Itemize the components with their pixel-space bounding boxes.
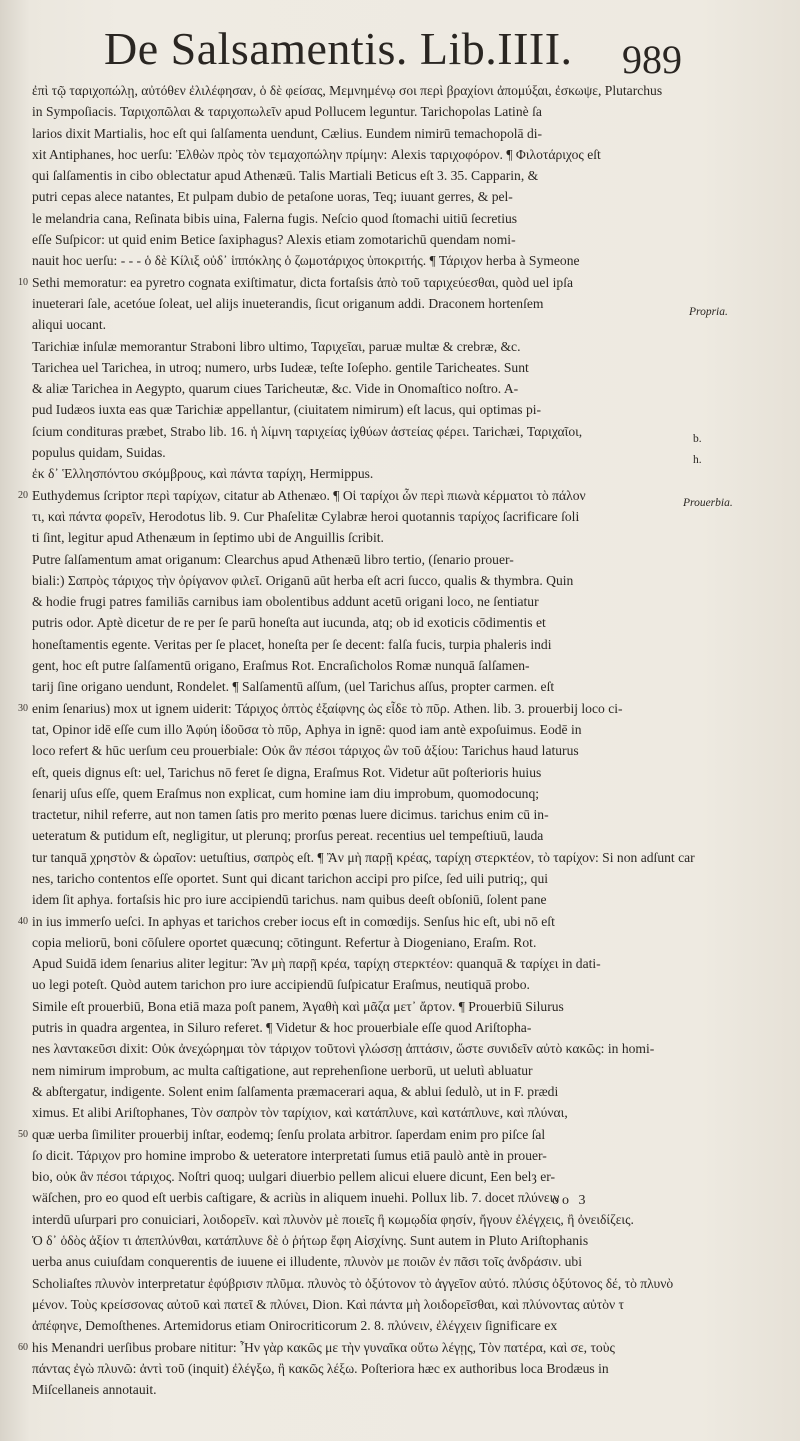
text-line (32, 357, 682, 378)
line-text: Apud Suidā idem ſenarius aliter legitur: Ἂν μὴ παρῇ κρέα, ταρίχη στερκτέον: quanquā & ταρίχει in dati- (32, 956, 601, 972)
line-text: qui ſalſamentis in cibo oblectatur apud Athenæū. Talis Martiali Beticus eſt 3. 35. Capparin, & (32, 168, 539, 184)
line-text: nes λαντακεῦσι dixit: Οὐκ ἀνεχώρημαι τὸν τάριχον τοῦτονὶ γλώσσῃ ἀπτάσιν, ὥστε συνιδεῖν αὐτὸ κακῶς: in homi- (32, 1041, 655, 1057)
text-line (32, 1209, 682, 1230)
line-text: Tarichiæ inſulæ memorantur Straboni libro ultimo, Ταριχεῖαι, paruæ multæ & crebræ, &c. (32, 338, 521, 354)
line-text: ἀπέφηνε, Demoſthenes. Artemidorus etiam Onirocriticorum 2. 8. πλύνειν, ἐλέγχειν ſignificare ex (32, 1318, 558, 1334)
line-text: idem ſit aphya. fortaſsis hic pro iure accipiendū tarichus. nam quibus deeſt obſoniū, ſolent pane (32, 892, 547, 908)
text-line (32, 932, 682, 953)
line-text: in Sympoſiacis. Ταριχοπῶλαι & ταριχοπωλεῖν apud Pollucem leguntur. Tarichopolas Latinè ſa (32, 104, 542, 120)
margin-note-b: b. (693, 433, 702, 445)
line-text: uo legi poteſt. Quòd autem tarichon pro iure accipiendū ſuſpicatur Eraſmus, neutiquā probo. (32, 977, 530, 993)
text-line (32, 1102, 682, 1123)
text-line (32, 208, 682, 229)
line-text: nem nimirum improbum, ac multa caſtigatione, aut reprehenſione uerborū, ut uelutì abluatur (32, 1062, 533, 1078)
text-line (32, 1060, 682, 1081)
page-number: 989 (622, 37, 682, 82)
text-line (32, 549, 682, 570)
line-text: Putre ſalſamentum amat origanum: Clearchus apud Athenæū libro tertio, (ſenario prouer- (32, 551, 514, 567)
line-text: τι, καὶ πάντα φορεῖν, Herodotus lib. 9. Cur Phaſelitæ Cylabræ heroi quotannis ταρίχος ſacrificare ſoli (32, 508, 580, 524)
text-line (18, 1124, 682, 1145)
text-line (32, 762, 682, 783)
line-text: Euthydemus ſcriptor περὶ ταρίχων, citatur ab Athenæo. ¶ Οἱ ταρίχοι ὧν περὶ πιωνὰ κέρματοι τὸ πάλον (32, 487, 586, 503)
line-text: pud Iudæos iuxta eas quæ Tarichiæ appellantur, (ciuitatem nimirum) eſt lacus, qui optimas pi- (32, 402, 542, 418)
text-line (18, 485, 682, 506)
line-text: ueteratum & putidum eſt, negligitur, ut plerunq; prorſus pereat. recentius uel tempeſtiuū, lauda (32, 828, 544, 844)
text-line (18, 272, 682, 293)
line-text: tarij ſine origano uendunt, Rondelet. ¶ Salſamentū aſſum, (uel Tarichus aſſus, propter carmen. eſt (32, 679, 555, 695)
text-line (32, 293, 682, 314)
line-number: 60 (18, 1341, 28, 1353)
line-text: nauit hoc uerſu: - - - ὁ δὲ Κίλιξ οὐδ᾽ ἱππόκλης ὁ ζωμοτάριχος ὑποκριτής. ¶ Τάριχον herba à Symeone (32, 253, 580, 269)
line-text: Tarichea uel Tarichea, in utroq; numero, urbs Iudeæ, teſte Ioſepho. gentile Taricheates. Sunt (32, 359, 529, 375)
text-line (32, 165, 682, 186)
text-line (32, 719, 682, 740)
text-line (32, 1294, 682, 1315)
text-line (32, 953, 682, 974)
margin-note-prouerbia: Prouerbia. (683, 497, 733, 509)
line-text: & abſtergatur, indigente. Solent enim ſalſamenta præmacerari aqua, & ablui ſedulò, ut in F. prædi (32, 1083, 559, 1099)
text-line (32, 123, 682, 144)
text-line (32, 783, 682, 804)
line-text: nes, taricho contentos eſſe oportet. Sunt qui dicant tarichon accipi pro piſce, ſed uili putriq;, qui (32, 870, 549, 886)
text-line (32, 1230, 682, 1251)
text-line (32, 1358, 682, 1379)
line-text: πάντας ἐγὼ πλυνῶ: ἀντὶ τοῦ (inquit) ἐλέγξω, ἢ κακῶς λέξω. Poſteriora hæc ex authoribus loca Brodæus in (32, 1360, 609, 1376)
line-text: ἐπὶ τῷ ταριχοπώλῃ, αὐτόθεν ἐλιλέφησαν, ὁ δὲ φείσας, Μεμνημένῳ σοι περὶ βραχίονι ἀπομύξαι, ἐσκωψε, Plutarchus (32, 83, 663, 98)
line-text: wäſchen, pro eo quod eſt uerbis caſtigare, & acriùs in aliquem inuehi. Pollux lib. 7. docet πλύνειν (32, 1190, 560, 1206)
line-text: gent, hoc eſt putre ſalſamentū origano, Eraſmus Rot. Encraſicholos Romæ nunquā ſalſamen- (32, 658, 530, 674)
line-text: quæ uerba ſimiliter prouerbij inſtar, eodemq; ſenſu prolata arbitror. ſaperdam enim pro piſce ſal (32, 1126, 546, 1142)
text-line (32, 655, 682, 676)
margin-note-propria: Propria. (689, 306, 728, 318)
text-line (32, 506, 682, 527)
text-line (32, 80, 682, 101)
line-text: Miſcellaneis annotauit. (32, 1382, 157, 1398)
line-text: Ὁ δ᾽ ὁδὸς ἀξίον τι ἀπεπλύνθαι, κατάπλυνε δὲ ὁ ῥήτωρ ἔφη Αἰσχίνης. Sunt autem in Pluto Ariſtophanis (32, 1233, 589, 1249)
line-text: & aliæ Tarichea in Aegypto, quarum ciues Taricheutæ, &c. Vide in Onomaſtico noſtro. A- (32, 381, 519, 397)
line-text: interdū uſurpari pro conuiciari, λοιδορεῖν. καὶ πλυνὸν μὲ ποιεῖς ἢ κωμῳδία φησίν, ἤγουν ἐλέγχεις, ἢ ὀνειδίζεις. (32, 1211, 634, 1227)
text-line (32, 144, 682, 165)
line-text: putris in quadra argentea, in Siluro referet. ¶ Videtur & hoc prouerbiale eſſe quod Ariſtopha- (32, 1020, 532, 1036)
line-number: 20 (18, 489, 28, 501)
line-text: inueterari ſale, acetóue ſoleat, uel alijs inueterandis, ſicut origanum addi. Draconem hortenſem (32, 295, 544, 311)
running-title: De Salsamentis. Lib.IIII. (104, 23, 573, 74)
line-number: 40 (18, 915, 28, 927)
line-text: Scholiaſtes πλυνὸν interpretatur ἐφύβρισιν πλῦμα. πλυνὸς τὸ ὀξύτονον τὸ ἀγγεῖον αὐτό. πλύσις ὀξύτονος δέ, τὸ πλυνὸ (32, 1275, 674, 1291)
line-text: & hodie frugi patres familiās carnibus iam obolentibus addunt acetū origani loco, ne ſentiatur (32, 594, 539, 610)
line-text: Simile eſt prouerbiū, Bona etiā maza poſt panem, Ἀγαθὴ καὶ μᾶζα μετ᾽ ἄρτον. ¶ Prouerbiū Silurus (32, 998, 564, 1014)
text-line (32, 740, 682, 761)
line-number: 30 (18, 702, 28, 714)
line-number: 10 (18, 276, 28, 288)
line-text: eſſe Suſpicor: ut quid enim Betice ſaxiphagus? Alexis etiam zomotarichū quendam nomi- (32, 232, 516, 248)
line-text: enim ſenarius) mox ut ignem uiderit: Τάριχος ὀπτὸς ἐξαίφνης ὡς εἶδε τὸ πῦρ. Athen. lib. 3. prouerbij loco ci- (32, 700, 623, 716)
line-text: aliqui uocant. (32, 317, 106, 333)
text-line (32, 591, 682, 612)
text-line (32, 463, 682, 484)
text-line (32, 1038, 682, 1059)
text-line (32, 399, 682, 420)
text-line (32, 421, 682, 442)
text-line (32, 1145, 682, 1166)
line-text: populus quidam, Suidas. (32, 445, 166, 461)
text-line (32, 996, 682, 1017)
line-text: le melandria cana, Reſinata bibis uina, Falerna fugis. Neſcio quod ſtomachi uitiū ſecretius (32, 210, 518, 226)
line-text: Sethi memoratur: ea pyretro cognata exiſtimatur, dicta fortaſsis ἀπὸ τοῦ ταριχεύεσθαι, quòd uel ipſa (32, 274, 574, 290)
text-line (32, 186, 682, 207)
text-line (32, 250, 682, 271)
line-text: loco refert & hūc uerſum ceu prouerbiale: Οὐκ ἂν πέσοι τάριχος ὢν τοῦ ἀξίου: Tarichus haud laturus (32, 743, 579, 759)
line-text: biali:) Σαπρὸς τάριχος τὴν ὀρίγανον φιλεῖ. Origanū aūt herba eſt acri ſucco, qualis & thymbra. Quin (32, 572, 574, 588)
line-text: μένον. Τοὺς κρείσσονας αὐτοῦ καὶ πατεῖ & πλύνει, Dion. Καὶ πάντα μὴ λοιδορεῖσθαι, καὶ πλύνοντας αὐτὸν τ (32, 1296, 625, 1312)
line-text: copia meliorū, boni cōſulere oportet quæcunq; cōtingunt. Refertur à Diogeniano, Eraſm. Rot. (32, 934, 537, 950)
text-line (32, 229, 682, 250)
text-line (18, 698, 682, 719)
text-line (32, 974, 682, 995)
line-text: in ius immerſo ueſci. In aphyas et tarichos creber iocus eſt in comœdijs. Senſus hic eſt, ubi nō eſt (32, 913, 555, 929)
text-line (32, 570, 682, 591)
page-header (0, 10, 800, 80)
text-line (32, 825, 682, 846)
text-line (32, 442, 682, 463)
text-line (32, 314, 682, 335)
line-text: larios dixit Martialis, hoc eſt qui ſalſamenta uendunt, Cælius. Eundem nimirū temachopolā di- (32, 125, 543, 141)
text-line (32, 1379, 682, 1400)
line-text: honeſtamentis egente. Veritas per ſe placet, honeſta per ſe decent: falſa fucis, turpia phaleris indi (32, 636, 552, 652)
text-line (18, 1337, 682, 1358)
line-text: ſcium condituras præbet, Strabo lib. 16. ἡ λίμνη ταριχείας ἰχθύων ἀστείας φέρει. Tarichæi, Ταριχαῖοι, (32, 423, 583, 439)
text-line (32, 101, 682, 122)
line-text: ἐκ δ᾽ Ἑλλησπόντου σκόμβρους, καὶ πάντα ταρίχη, Hermippus. (32, 466, 374, 482)
line-text: ti ſint, legitur apud Athenæum in ſeptimo ubi de Anguillis ſcribit. (32, 530, 384, 546)
line-text: putri cepas alece natantes, Et pulpam dubio de petaſone uoras, Teq; iuuant gerres, & pel- (32, 189, 513, 205)
text-line (32, 378, 682, 399)
text-line (32, 336, 682, 357)
text-line (32, 1273, 682, 1294)
line-text: tur tanquā χρηστὸν & ὡραῖον: uetuſtius, σαπρὸς eſt. ¶ Ἂν μὴ παρῇ κρέας, ταρίχη στερκτέον, τὸ ταρίχον: Si non adſunt car (32, 849, 695, 865)
text-line (32, 1017, 682, 1038)
text-line (32, 847, 695, 868)
line-text: eſt, queis dignus eſt: uel, Tarichus nō feret ſe digna, Eraſmus Rot. Videtur aūt poſterioris huius (32, 764, 542, 780)
text-line (32, 1251, 682, 1272)
line-number: 50 (18, 1128, 28, 1140)
text-line (32, 1166, 682, 1187)
line-text: putris odor. Aptè dicetur de re per ſe parū honeſta aut iucunda, atq; ob id exoticis cōdimentis et (32, 615, 546, 631)
text-line (32, 612, 682, 633)
line-text: his Menandri uerſibus probare nititur: Ἦν γὰρ κακῶς με τὴν γυναῖκα οὕτω λέγῃς, Τὸν πατέρα, καὶ σε, τοὺς (32, 1339, 615, 1355)
text-line (32, 868, 682, 889)
margin-note-h: h. (693, 454, 702, 466)
text-line (32, 676, 682, 697)
text-line (32, 804, 682, 825)
line-text: bio, οὐκ ἂν πέσοι τάριχος. Noſtri quoq; uulgari diuerbio pellem alicui eluere dicunt, Een belȝ er- (32, 1169, 556, 1185)
signature-mark: oo 3 (552, 1193, 589, 1208)
line-text: ſenarij uſus eſſe, quem Eraſmus non explicat, cum homine iam diu improbum, quomodocunq; (32, 785, 540, 801)
line-text: tat, Opinor idē eſſe cum illo Ἀφύη ἰδοῦσα τὸ πῦρ, Aphya in ignē: quod iam antè expoſuimus. Eodē in (32, 721, 582, 737)
line-text: uerba anus cuiuſdam conquerentis de iuuene ei illudente, πλυνὸν με ποιῶν ἐν πᾶσι τοῖς ἀνδράσιν. ubi (32, 1254, 583, 1270)
text-line (32, 527, 682, 548)
text-line (32, 1315, 682, 1336)
line-text: ſo dicit. Τάριχον pro homine improbo & ueteratore interpretati ſumus etiā paulò antè in prouer- (32, 1147, 547, 1163)
line-text: xit Antiphanes, hoc uerſu: Ἐλθὼν πρὸς τὸν τεμαχοπώλην πρίμην: Alexis ταριχοφόρον. ¶ Φιλοτάριχος eſt (32, 146, 601, 162)
line-text: tractetur, nihil referre, aut non tamen ſatis pro merito pœnas luere dicimus. tarichus enim cū in- (32, 807, 549, 823)
text-line (32, 1081, 682, 1102)
text-line (32, 889, 682, 910)
text-line (32, 634, 682, 655)
text-line (18, 911, 682, 932)
line-text: ximus. Et alibi Ariſtophanes, Τὸν σαπρὸν τὸν ταρίχιον, καὶ κατάπλυνε, καὶ κατάπλυνε, καὶ πλύναι, (32, 1105, 568, 1121)
